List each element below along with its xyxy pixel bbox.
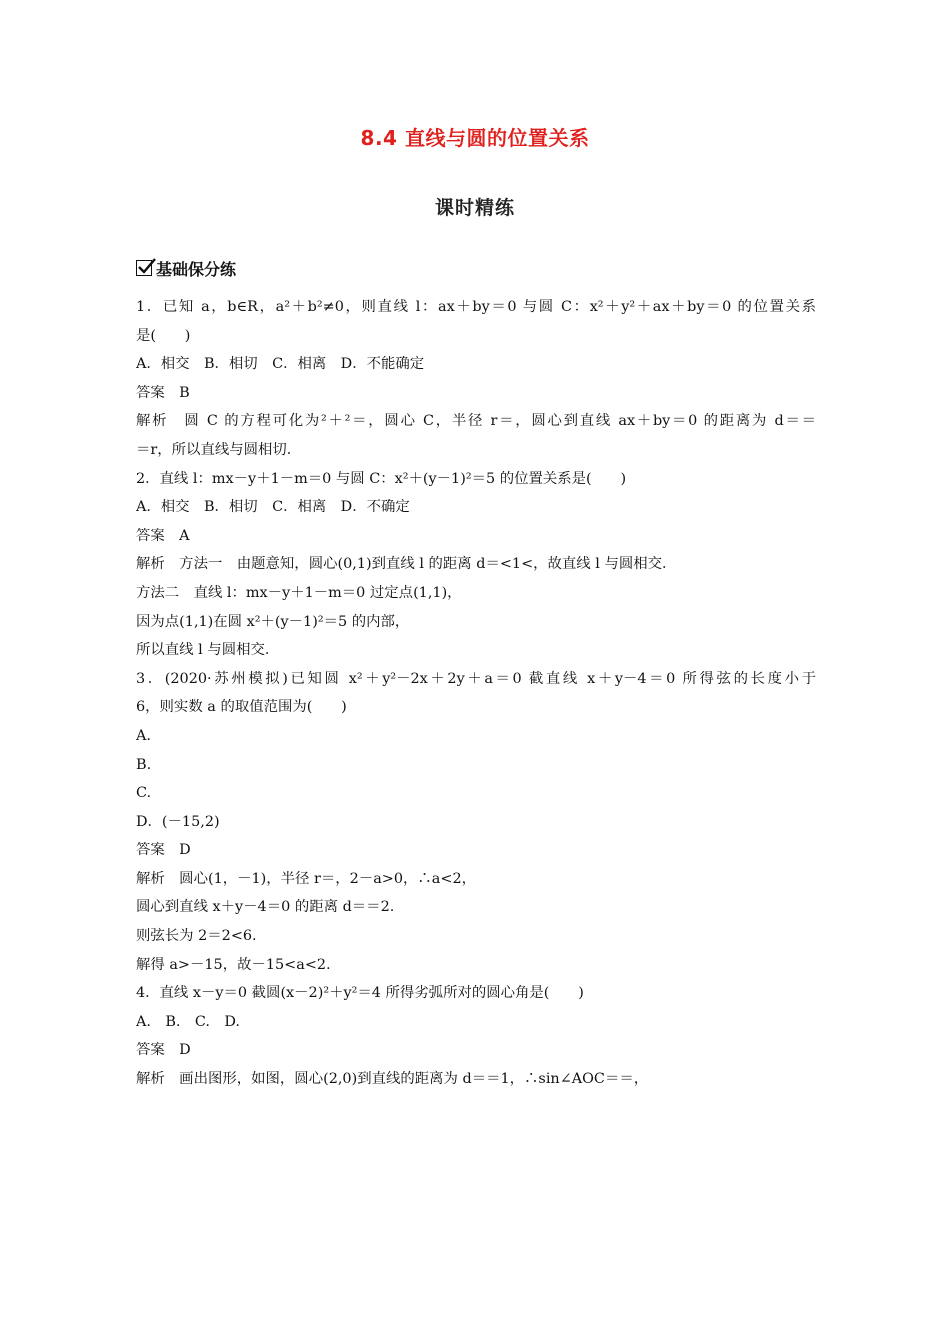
- text-line: A．相交 B．相切 C．相离 D．不能确定: [136, 356, 425, 373]
- text-line: 答案 B: [136, 384, 190, 401]
- text-line: 3．(2020·苏州模拟)已知圆 x²＋y²－2x＋2y＋a＝0 截直线 x＋y－4＝0 所得弦的长度小于: [136, 670, 816, 687]
- text-line: 方法二 直线 l：mx－y＋1－m＝0 过定点(1,1)，: [136, 584, 462, 601]
- text-line: 1．已知 a，b∈R，a²＋b²≠0，则直线 l：ax＋by＝0 与圆 C：x²＋y²＋ax＋by＝0 的位置关系: [136, 299, 816, 315]
- text-line: 解析 圆 C 的方程可化为²＋²＝，圆心 C，半径 r＝，圆心到直线 ax＋by＝0 的距离为 d＝＝: [136, 413, 816, 430]
- text-line: C.: [136, 785, 152, 802]
- text-line: 6，则实数 a 的取值范围为( ): [136, 699, 347, 716]
- text-line: 4．直线 x－y＝0 截圆(x－2)²＋y²＝4 所得劣弧所对的圆心角是( ): [136, 985, 584, 1002]
- text-line: D．(－15,2): [136, 813, 220, 830]
- section-label: 基础保分练: [156, 259, 237, 279]
- page-subtitle: 课时精练: [434, 197, 515, 219]
- text-line: 解析 画出图形，如图，圆心(2,0)到直线的距离为 d＝＝1，∴sin∠AOC＝＝，: [136, 1071, 649, 1088]
- text-line: 解得 a>－15，故－15<a<2.: [136, 956, 331, 973]
- text-line: 答案 D: [136, 1042, 191, 1059]
- text-line: 答案 D: [136, 842, 191, 859]
- section-heading: [136, 256, 236, 280]
- text-line: 因为点(1,1)在圆 x²＋(y－1)²＝5 的内部，: [136, 613, 410, 630]
- text-line: 2．直线 l：mx－y＋1－m＝0 与圆 C：x²＋(y－1)²＝5 的位置关系是( ): [136, 470, 627, 487]
- text-line: A．相交 B．相切 C．相离 D．不确定: [136, 499, 410, 516]
- text-line: 解析 方法一 由题意知，圆心(0,1)到直线 l 的距离 d＝<1<，故直线 l 与圆相交．: [136, 556, 677, 573]
- text-line: B.: [136, 756, 152, 773]
- document-body: [136, 293, 816, 1094]
- text-line: ＝r，所以直线与圆相切．: [136, 441, 302, 458]
- text-line: 解析 圆心(1，－1)，半径 r＝，2－a>0，∴a<2，: [136, 870, 476, 887]
- text-line: A.: [136, 727, 151, 744]
- text-line: A. B. C. D.: [136, 1013, 240, 1030]
- text-line: 所以直线 l 与圆相交．: [136, 642, 280, 659]
- text-line: 是( ): [136, 327, 191, 344]
- text-line: 答案 A: [136, 527, 190, 544]
- checkbox-checked-icon: [136, 260, 152, 276]
- text-line: 则弦长为 2＝2<6.: [136, 928, 257, 945]
- page-title: 8.4 直线与圆的位置关系: [360, 126, 590, 150]
- text-line: 圆心到直线 x＋y－4＝0 的距离 d＝＝2.: [136, 899, 395, 916]
